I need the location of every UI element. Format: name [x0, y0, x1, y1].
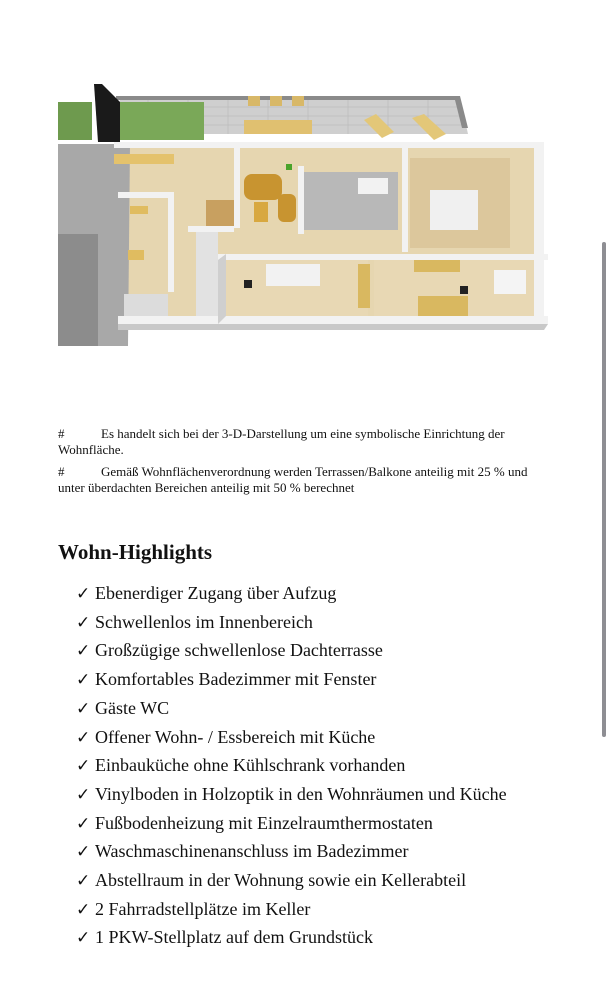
- list-item-text: Fußbodenheizung mit Einzelraumthermostaten: [95, 812, 433, 833]
- list-item: [76, 724, 507, 753]
- list-item-text: Gäste WC: [95, 697, 170, 718]
- note-marker: #: [58, 426, 65, 441]
- highlights-list: [76, 580, 507, 953]
- note-text: Gemäß Wohnflächenverordnung werden Terrassen/Balkone anteilig mit 25 % und unter überdachten Bereichen anteilig mit 50 % berechnet: [58, 464, 528, 495]
- list-item: [76, 752, 507, 781]
- list-item: [76, 695, 507, 724]
- list-item-text: Abstellraum in der Wohnung sowie ein Kellerabteil: [95, 870, 467, 891]
- note-area-regulation: [58, 464, 552, 496]
- checkmark-icon: ✓: [76, 727, 91, 748]
- list-item: [76, 580, 507, 609]
- list-item-text: 2 Fahrradstellplätze im Keller: [95, 898, 311, 919]
- checkmark-icon: ✓: [76, 670, 91, 691]
- list-item-text: Vinylboden in Holzoptik in den Wohnräumen und Küche: [95, 783, 507, 804]
- checkmark-icon: ✓: [76, 928, 91, 949]
- list-item: [76, 924, 507, 953]
- checkmark-icon: ✓: [76, 756, 91, 777]
- list-item: [76, 810, 507, 839]
- note-text: Es handelt sich bei der 3-D-Darstellung um eine symbolische Einrichtung der Wohnfläche.: [58, 426, 505, 457]
- list-item-text: Komfortables Badezimmer mit Fenster: [95, 669, 377, 690]
- list-item: [76, 867, 507, 896]
- list-item-text: Offener Wohn- / Essbereich mit Küche: [95, 726, 376, 747]
- checkmark-icon: ✓: [76, 842, 91, 863]
- list-item-text: 1 PKW-Stellplatz auf dem Grundstück: [95, 927, 373, 948]
- note-marker: #: [58, 464, 65, 479]
- checkmark-icon: ✓: [76, 899, 91, 920]
- list-item-text: Großzügige schwellenlose Dachterrasse: [95, 640, 383, 661]
- list-item: [76, 896, 507, 925]
- checkmark-icon: ✓: [76, 698, 91, 719]
- checkmark-icon: ✓: [76, 871, 91, 892]
- list-item: [76, 637, 507, 666]
- notes-section: [58, 426, 552, 502]
- note-3d-depiction: [58, 426, 552, 458]
- list-item-text: Einbauküche ohne Kühlschrank vorhanden: [95, 755, 406, 776]
- list-item-text: Waschmaschinenanschluss im Badezimmer: [95, 841, 409, 862]
- checkmark-icon: ✓: [76, 584, 91, 604]
- scrollbar-thumb[interactable]: [602, 242, 606, 737]
- highlights-heading: Wohn-Highlights: [58, 540, 213, 564]
- list-item: [76, 666, 507, 695]
- floorplan-3d-image: [58, 84, 550, 346]
- list-item-text: Schwellenlos im Innenbereich: [95, 611, 313, 632]
- checkmark-icon: ✓: [76, 641, 91, 662]
- checkmark-icon: ✓: [76, 813, 91, 834]
- list-item-text: Ebenerdiger Zugang über Aufzug: [95, 583, 337, 603]
- list-item: [76, 609, 507, 638]
- checkmark-icon: ✓: [76, 784, 91, 805]
- checkmark-icon: ✓: [76, 612, 91, 633]
- list-item: [76, 838, 507, 867]
- list-item: [76, 781, 507, 810]
